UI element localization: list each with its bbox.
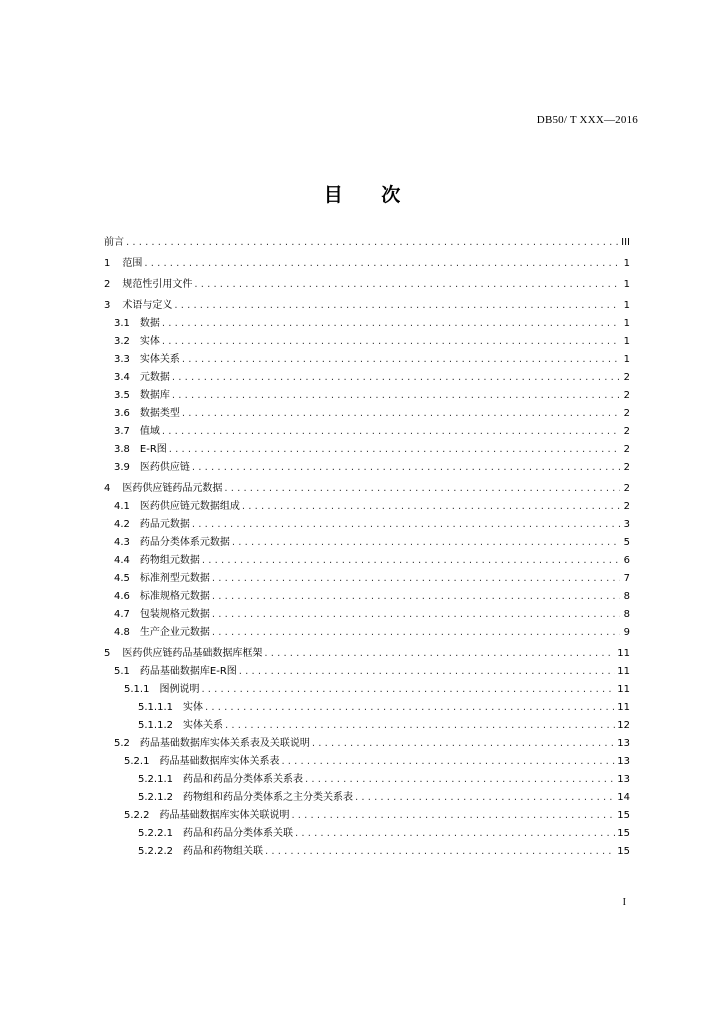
toc-entry-label: 实体: [139, 336, 160, 347]
toc-entry-number: 3.5: [114, 390, 130, 401]
footer-page-number: I: [622, 897, 626, 908]
toc-entry-number: 4.4: [114, 555, 130, 566]
toc-dot-leader: [281, 753, 615, 771]
toc-entry-page: 9: [623, 627, 630, 638]
toc-entry-label: 药品分类体系元数据: [139, 537, 230, 548]
toc-entry-label: 药品和药物组关联: [183, 846, 263, 857]
toc-entry-page: 3: [623, 519, 630, 530]
toc-entry-page: 12: [617, 720, 630, 731]
toc-entry[interactable]: [104, 234, 630, 252]
toc-entry-label: 数据库: [139, 390, 170, 401]
toc-entry-number: 2: [104, 279, 111, 290]
toc-dot-leader: [194, 276, 620, 294]
toc-entry-label: 药品基础数据库实体关联说明: [159, 810, 290, 821]
toc-entry-number: 4.6: [114, 591, 130, 602]
toc-entry-page: 11: [617, 666, 630, 677]
toc-entry-page: 15: [617, 846, 630, 857]
toc-entry[interactable]: [104, 534, 630, 552]
toc-entry-page: 11: [617, 648, 630, 659]
toc-dot-leader: [305, 771, 615, 789]
toc-entry-page: 1: [623, 354, 630, 365]
toc-entry-number: 4.7: [114, 609, 130, 620]
toc-dot-leader: [205, 699, 615, 717]
page-title: 目 次: [323, 184, 417, 206]
table-of-contents: [104, 234, 630, 861]
toc-entry-number: 4.3: [114, 537, 130, 548]
toc-dot-leader: [172, 387, 620, 405]
toc-dot-leader: [162, 315, 620, 333]
toc-entry[interactable]: [104, 516, 630, 534]
toc-entry-number: 3.2: [114, 336, 130, 347]
toc-dot-leader: [264, 645, 615, 663]
toc-entry-number: 4.2: [114, 519, 130, 530]
toc-entry-number: 3: [104, 300, 111, 311]
toc-entry-page: 2: [623, 501, 630, 512]
toc-entry-page: 2: [623, 483, 630, 494]
toc-entry-page: 8: [623, 591, 630, 602]
toc-entry-number: 5.1.1.1: [138, 702, 173, 713]
toc-entry-page: 6: [623, 555, 630, 566]
toc-dot-leader: [232, 534, 620, 552]
toc-entry-number: 4.1: [114, 501, 130, 512]
toc-dot-leader: [192, 516, 620, 534]
toc-entry[interactable]: [104, 807, 630, 825]
toc-entry-label: 范围: [122, 258, 143, 269]
toc-entry-page: 2: [623, 444, 630, 455]
toc-entry-label: 药品和药品分类体系关系表: [183, 774, 303, 785]
toc-entry[interactable]: [104, 645, 630, 663]
toc-entry[interactable]: [104, 255, 630, 273]
toc-entry-label: 包装规格元数据: [139, 609, 210, 620]
toc-entry[interactable]: [104, 480, 630, 498]
toc-entry[interactable]: [104, 405, 630, 423]
toc-entry-label: 元数据: [139, 372, 170, 383]
toc-entry-number: 5.2.2.2: [138, 846, 173, 857]
toc-entry-number: 3.6: [114, 408, 130, 419]
toc-dot-leader: [224, 480, 620, 498]
toc-dot-leader: [182, 405, 620, 423]
toc-entry[interactable]: [104, 771, 630, 789]
toc-entry-page: 1: [623, 336, 630, 347]
toc-entry[interactable]: [104, 498, 630, 516]
toc-entry-label: 实体关系: [139, 354, 180, 365]
toc-entry-number: 4: [104, 483, 111, 494]
toc-entry-number: 3.7: [114, 426, 130, 437]
toc-entry-page: 11: [617, 702, 630, 713]
toc-entry-label: 药品元数据: [139, 519, 190, 530]
toc-entry-label: 实体关系: [183, 720, 223, 731]
toc-entry-number: 5.1.1: [124, 684, 150, 695]
toc-entry[interactable]: [104, 681, 630, 699]
toc-entry-page: 1: [623, 318, 630, 329]
toc-entry-page: 15: [617, 828, 630, 839]
toc-entry-page: 13: [617, 756, 630, 767]
toc-entry-number: 3.3: [114, 354, 130, 365]
toc-entry-label: 标准规格元数据: [139, 591, 210, 602]
toc-entry-label: 药品和药品分类体系关联: [183, 828, 293, 839]
toc-entry-label: 医药供应链: [139, 462, 190, 473]
toc-entry-label: 规范性引用文件: [122, 279, 193, 290]
toc-dot-leader: [144, 255, 620, 273]
toc-entry-label: 药品基础数据库实体关系表: [159, 756, 280, 767]
toc-entry[interactable]: [104, 699, 630, 717]
toc-entry-label: 药物组元数据: [139, 555, 200, 566]
toc-entry-page: 2: [623, 390, 630, 401]
toc-entry-label: 数据类型: [139, 408, 180, 419]
toc-entry-label: 医药供应链药品元数据: [122, 483, 223, 494]
toc-dot-leader: [212, 588, 620, 606]
toc-entry-page: III: [621, 237, 630, 248]
toc-entry[interactable]: [104, 825, 630, 843]
toc-dot-leader: [242, 498, 620, 516]
toc-entry-page: 5: [623, 537, 630, 548]
toc-entry[interactable]: [104, 789, 630, 807]
toc-dot-leader: [265, 843, 615, 861]
toc-dot-leader: [312, 735, 615, 753]
toc-entry-label: 标准剂型元数据: [139, 573, 210, 584]
toc-dot-leader: [182, 351, 620, 369]
toc-entry-number: 5.1: [114, 666, 130, 677]
toc-entry-number: 5.2: [114, 738, 130, 749]
toc-entry-label: 药品基础数据库实体关系表及关联说明: [139, 738, 310, 749]
toc-entry-number: 3.9: [114, 462, 130, 473]
toc-entry-number: 1: [104, 258, 111, 269]
toc-dot-leader: [212, 606, 620, 624]
toc-dot-leader: [212, 624, 620, 642]
toc-entry-page: 2: [623, 462, 630, 473]
toc-entry-page: 1: [623, 258, 630, 269]
toc-dot-leader: [169, 441, 620, 459]
toc-dot-leader: [126, 234, 619, 252]
toc-entry[interactable]: [104, 333, 630, 351]
toc-entry-page: 1: [623, 300, 630, 311]
toc-entry[interactable]: [104, 351, 630, 369]
toc-entry-number: 4.5: [114, 573, 130, 584]
toc-entry-label: 前言: [104, 237, 124, 248]
toc-entry-number: 5.2.1: [124, 756, 150, 767]
toc-entry-page: 11: [617, 684, 630, 695]
toc-dot-leader: [239, 663, 615, 681]
toc-entry[interactable]: [104, 423, 630, 441]
toc-entry[interactable]: [104, 735, 630, 753]
toc-dot-leader: [202, 552, 620, 570]
toc-dot-leader: [212, 570, 620, 588]
toc-entry[interactable]: [104, 753, 630, 771]
toc-entry-page: 2: [623, 372, 630, 383]
toc-entry[interactable]: [104, 624, 630, 642]
toc-entry-page: 13: [617, 738, 630, 749]
toc-entry-number: 5.2.2.1: [138, 828, 173, 839]
toc-entry-page: 2: [623, 408, 630, 419]
toc-dot-leader: [162, 333, 620, 351]
toc-dot-leader: [295, 825, 615, 843]
toc-entry[interactable]: [104, 843, 630, 861]
toc-dot-leader: [162, 423, 620, 441]
toc-entry-label: 术语与定义: [122, 300, 173, 311]
toc-entry-number: 4.8: [114, 627, 130, 638]
toc-entry-number: 5.1.1.2: [138, 720, 173, 731]
toc-entry[interactable]: [104, 441, 630, 459]
toc-entry-number: 3.8: [114, 444, 130, 455]
toc-entry-page: 1: [623, 279, 630, 290]
toc-entry[interactable]: [104, 717, 630, 735]
toc-entry[interactable]: [104, 552, 630, 570]
toc-entry-label: 生产企业元数据: [139, 627, 210, 638]
toc-entry-page: 13: [617, 774, 630, 785]
toc-entry-number: 5.2.2: [124, 810, 150, 821]
toc-entry-number: 5.2.1.1: [138, 774, 173, 785]
toc-entry-label: 值域: [139, 426, 160, 437]
toc-entry[interactable]: [104, 276, 630, 294]
toc-entry-number: 3.1: [114, 318, 130, 329]
toc-entry-label: E-R图: [139, 444, 167, 455]
toc-dot-leader: [192, 459, 620, 477]
standard-code: DB50/ T XXX—2016: [536, 114, 638, 126]
toc-entry-label: 实体: [183, 702, 203, 713]
toc-entry-page: 2: [623, 426, 630, 437]
toc-entry[interactable]: [104, 663, 630, 681]
toc-dot-leader: [174, 297, 620, 315]
toc-entry-label: 医药供应链元数据组成: [139, 501, 240, 512]
toc-entry-label: 数据: [139, 318, 160, 329]
toc-entry[interactable]: [104, 315, 630, 333]
toc-entry-number: 5.2.1.2: [138, 792, 173, 803]
toc-entry[interactable]: [104, 369, 630, 387]
toc-entry-page: 7: [623, 573, 630, 584]
toc-entry[interactable]: [104, 606, 630, 624]
toc-entry[interactable]: [104, 387, 630, 405]
toc-dot-leader: [172, 369, 620, 387]
toc-entry-number: 5: [104, 648, 111, 659]
toc-entry-label: 医药供应链药品基础数据库框架: [122, 648, 263, 659]
toc-dot-leader: [225, 717, 615, 735]
toc-entry[interactable]: [104, 588, 630, 606]
toc-entry-number: 3.4: [114, 372, 130, 383]
toc-entry-page: 14: [617, 792, 630, 803]
toc-entry-label: 图例说明: [159, 684, 200, 695]
toc-entry-label: 药品基础数据库E-R图: [139, 666, 237, 677]
toc-dot-leader: [355, 789, 615, 807]
toc-entry[interactable]: [104, 297, 630, 315]
toc-dot-leader: [291, 807, 615, 825]
toc-dot-leader: [201, 681, 615, 699]
toc-entry-page: 15: [617, 810, 630, 821]
toc-entry[interactable]: [104, 570, 630, 588]
toc-entry[interactable]: [104, 459, 630, 477]
toc-entry-label: 药物组和药品分类体系之主分类关系表: [183, 792, 353, 803]
toc-entry-page: 8: [623, 609, 630, 620]
